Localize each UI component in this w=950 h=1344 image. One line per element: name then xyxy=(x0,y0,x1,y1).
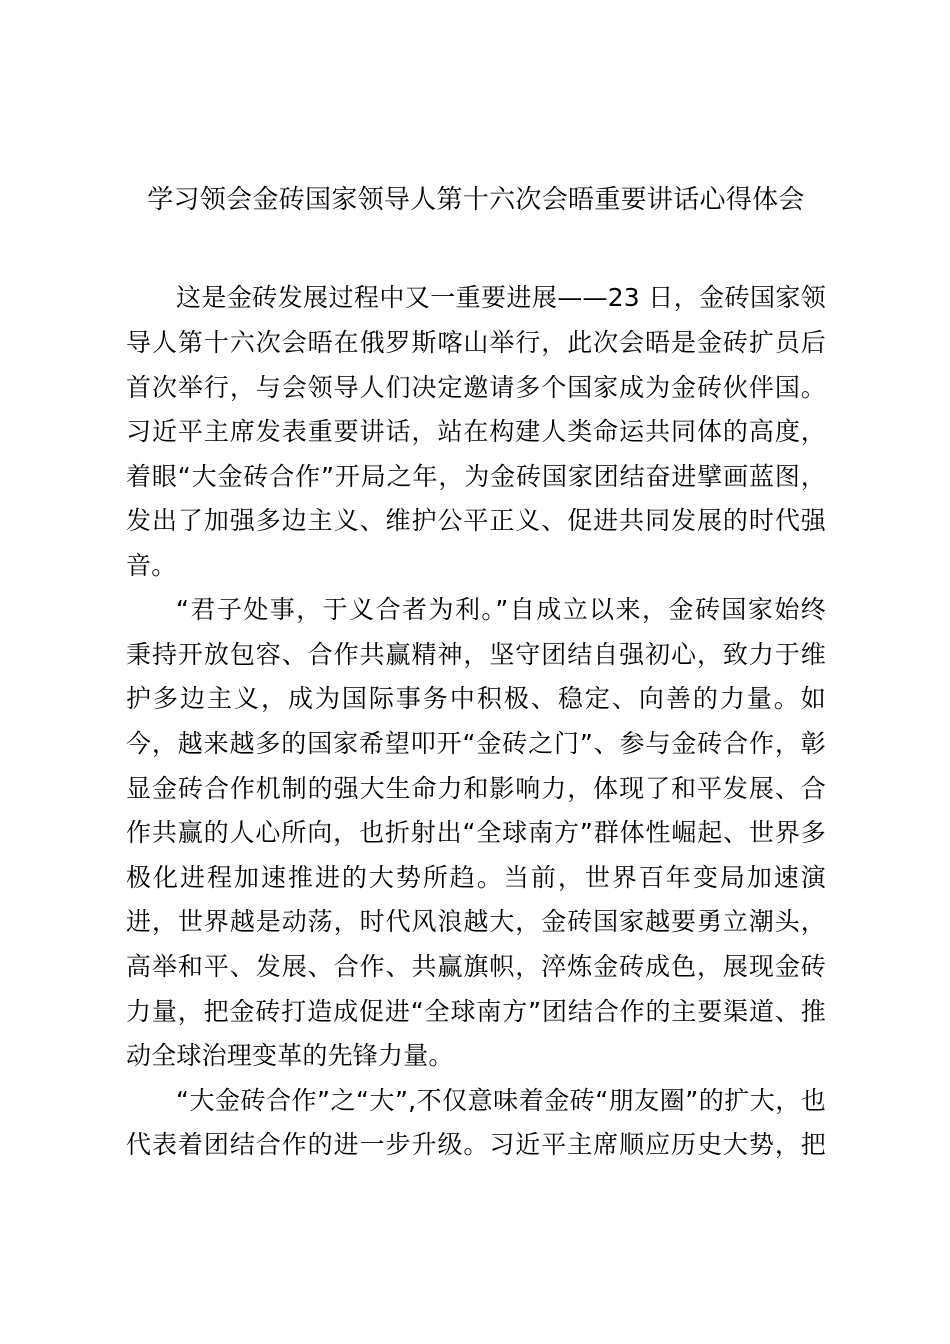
paragraph-line: 着眼“大金砖合作”开局之年，为金砖国家团结奋进擘画蓝图， xyxy=(126,462,826,491)
paragraph-line: 代表着团结合作的进一步升级。习近平主席顺应历史大势，把 xyxy=(126,1130,826,1159)
paragraph-line: 首次举行，与会领导人们决定邀请多个国家成为金砖伙伴国。 xyxy=(126,373,826,402)
paragraph-line: 进，世界越是动荡，时代风浪越大，金砖国家越要勇立潮头， xyxy=(126,907,826,936)
paragraph-line: “大金砖合作”之“大”,不仅意味着金砖“朋友圈”的扩大，也 xyxy=(176,1086,826,1115)
paragraph-line: 极化进程加速推进的大势所趋。当前，世界百年变局加速演 xyxy=(126,863,826,892)
document-title: 学习领会金砖国家领导人第十六次会晤重要讲话心得体会 xyxy=(147,185,805,215)
paragraph-line: 作共赢的人心所向，也折射出“全球南方”群体性崛起、世界多 xyxy=(126,818,826,847)
paragraph-line: “君子处事，于义合者为利。”自成立以来，金砖国家始终 xyxy=(176,595,826,624)
paragraph-line: 导人第十六次会晤在俄罗斯喀山举行，此次会晤是金砖扩员后 xyxy=(126,328,826,357)
paragraph-line: 力量，把金砖打造成促进“全球南方”团结合作的主要渠道、推 xyxy=(126,997,826,1026)
paragraph-line: 护多边主义，成为国际事务中积极、稳定、向善的力量。如 xyxy=(126,684,826,713)
paragraph-line: 显金砖合作机制的强大生命力和影响力，体现了和平发展、合 xyxy=(126,774,826,803)
paragraph-line: 习近平主席发表重要讲话，站在构建人类命运共同体的高度， xyxy=(126,417,826,446)
paragraph-line: 高举和平、发展、合作、共赢旗帜，淬炼金砖成色，展现金砖 xyxy=(126,952,826,981)
paragraph-line: 音。 xyxy=(126,551,177,580)
paragraph-line: 今，越来越多的国家希望叩开“金砖之门”、参与金砖合作，彰 xyxy=(126,729,826,758)
paragraph-line: 秉持开放包容、合作共赢精神，坚守团结自强初心，致力于维 xyxy=(126,640,826,669)
paragraph-line: 这是金砖发展过程中又一重要进展——23 日，金砖国家领 xyxy=(176,283,826,312)
paragraph-line: 发出了加强多边主义、维护公平正义、促进共同发展的时代强 xyxy=(126,506,826,535)
paragraph-line: 动全球治理变革的先锋力量。 xyxy=(126,1041,454,1070)
